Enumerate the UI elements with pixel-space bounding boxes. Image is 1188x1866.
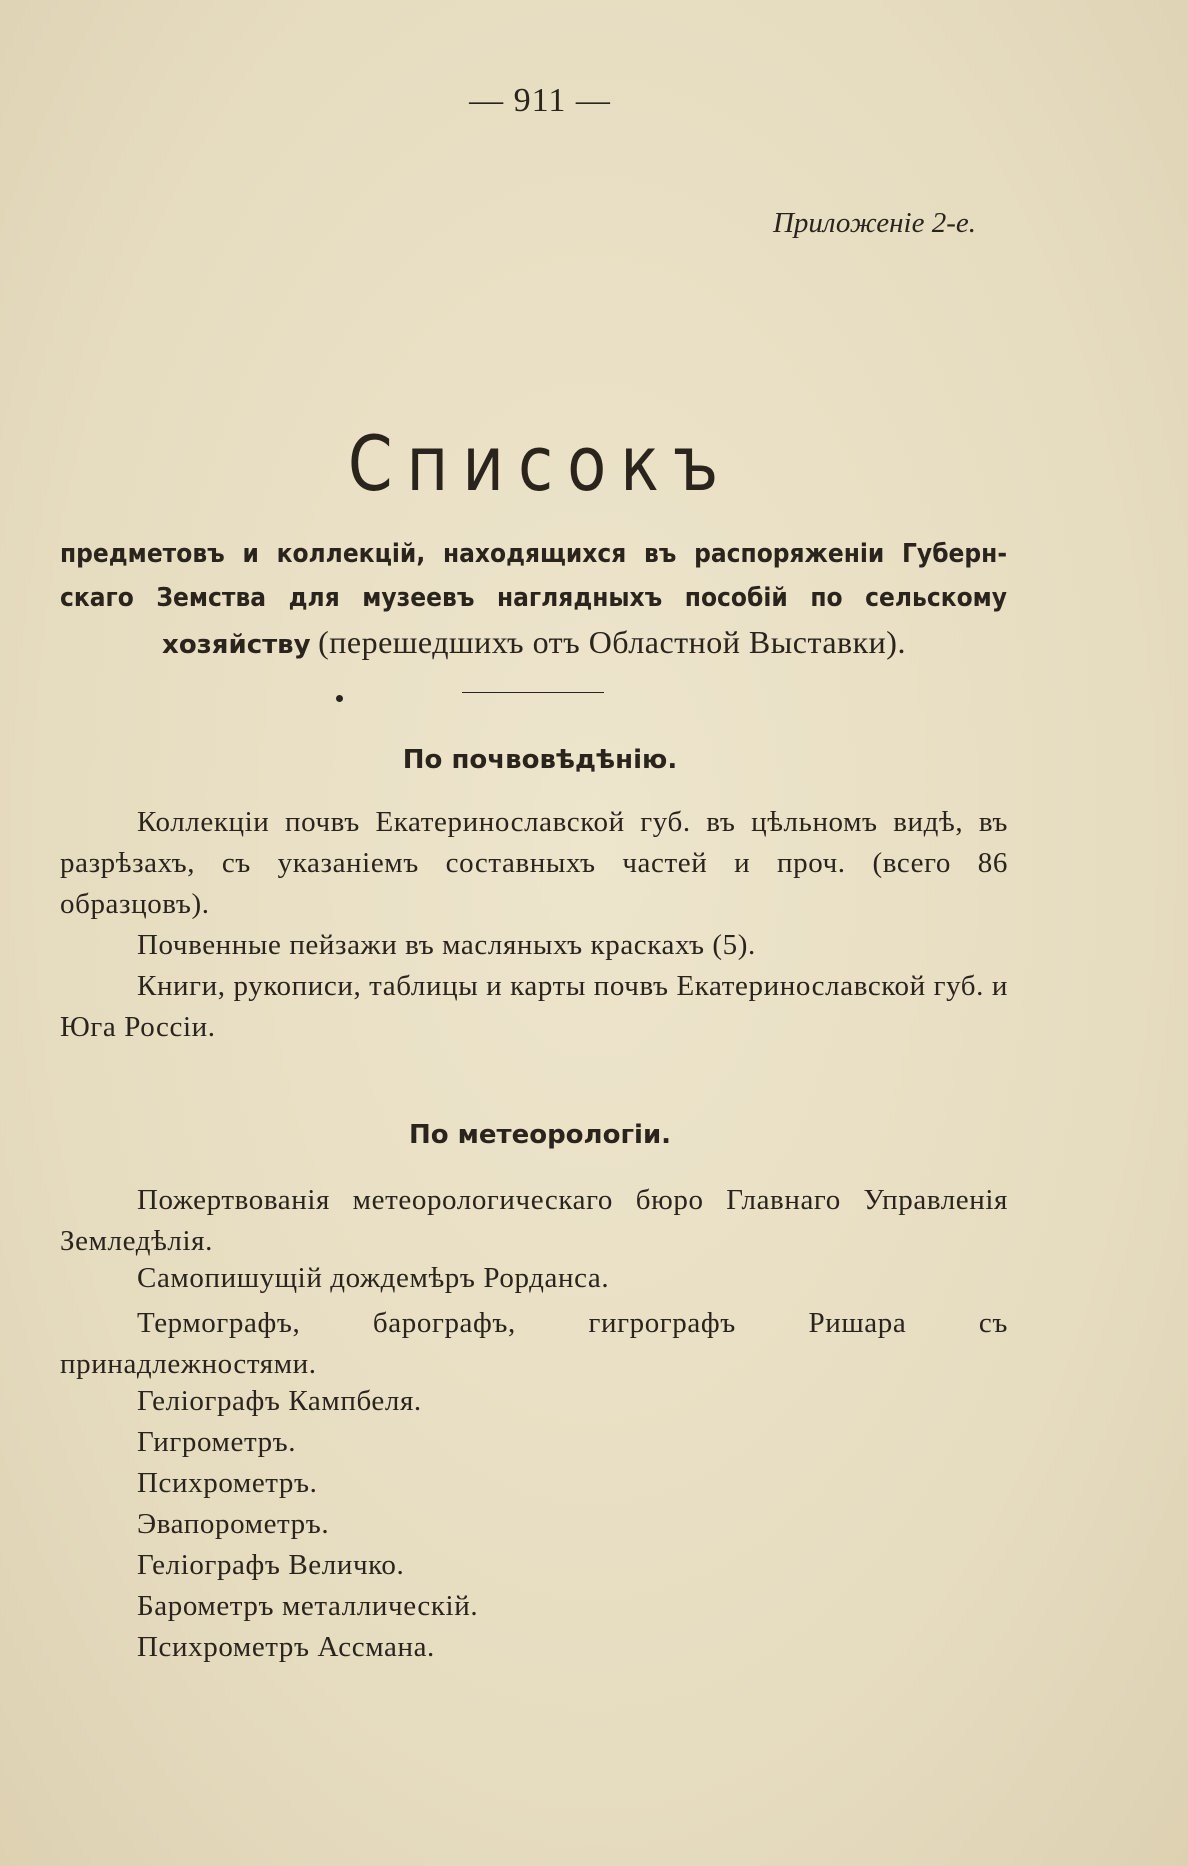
- meteo-item: Гелiографъ Величко.: [137, 1549, 405, 1581]
- subtitle-line-2: скаго Земства для музеевъ наглядныхъ пособiй по сельскому: [60, 583, 1008, 613]
- soil-paragraph-2: [60, 925, 1008, 966]
- section-heading-soil: По почвовѣдѣнiю.: [402, 745, 678, 775]
- meteo-item-2-text: Термографъ, барографъ, гигрографъ Ришара съ принадлежностями.: [60, 1307, 1008, 1380]
- document-title: Списокъ: [347, 421, 733, 509]
- meteo-item: Самопишущiй дождемѣръ Рорданса.: [137, 1262, 610, 1294]
- meteo-item: Гелiографъ Кампбеля.: [137, 1385, 422, 1417]
- subtitle-line-3: [60, 620, 1008, 667]
- appendix-label: Приложенiе 2-е.: [772, 207, 976, 239]
- soil-paragraph-1: [60, 802, 1008, 925]
- page-number: — 911 —: [469, 82, 611, 119]
- subtitle-line-3-plain: (перешедшихъ отъ Областной Выставки).: [318, 624, 906, 660]
- document-subtitle: [60, 532, 1008, 667]
- meteo-item: Психрометръ Ассмана.: [137, 1631, 435, 1663]
- meteo-item-2: [60, 1303, 1008, 1385]
- separator-rule: [462, 692, 604, 693]
- ink-dot: [336, 695, 343, 702]
- meteo-item: Барометръ металлическiй.: [137, 1590, 479, 1622]
- soil-paragraph-3: [60, 966, 1008, 1048]
- meteo-paragraph-1: [60, 1180, 1008, 1262]
- meteo-paragraph-1-text: Пожертвованiя метеорологическаго бюро Главнаго Управленiя Земледѣлiя.: [60, 1184, 1008, 1257]
- meteo-item: Гигрометръ.: [137, 1426, 297, 1458]
- soil-paragraph-3-text: Книги, рукописи, таблицы и карты почвъ Екатеринославской губ. и Юга Россiи.: [60, 970, 1008, 1043]
- section-heading-meteo: По метеорологiи.: [408, 1120, 672, 1150]
- subtitle-line-3-bold: хозяйству: [162, 630, 311, 660]
- meteo-item: Эвапорометръ.: [137, 1508, 330, 1540]
- meteo-item: Психрометръ.: [137, 1467, 318, 1499]
- soil-paragraph-2-text: Почвенные пейзажи въ масляныхъ краскахъ (5).: [137, 929, 756, 961]
- subtitle-line-1: предметовъ и коллекцiй, находящихся въ распоряженiи Губерн-: [60, 539, 1008, 569]
- soil-paragraph-1-text: Коллекцiи почвъ Екатеринославской губ. въ цѣльномъ видѣ, въ разрѣзахъ, съ указанiемъ составныхъ частей и проч. (всего 86 образцовъ).: [60, 806, 1008, 920]
